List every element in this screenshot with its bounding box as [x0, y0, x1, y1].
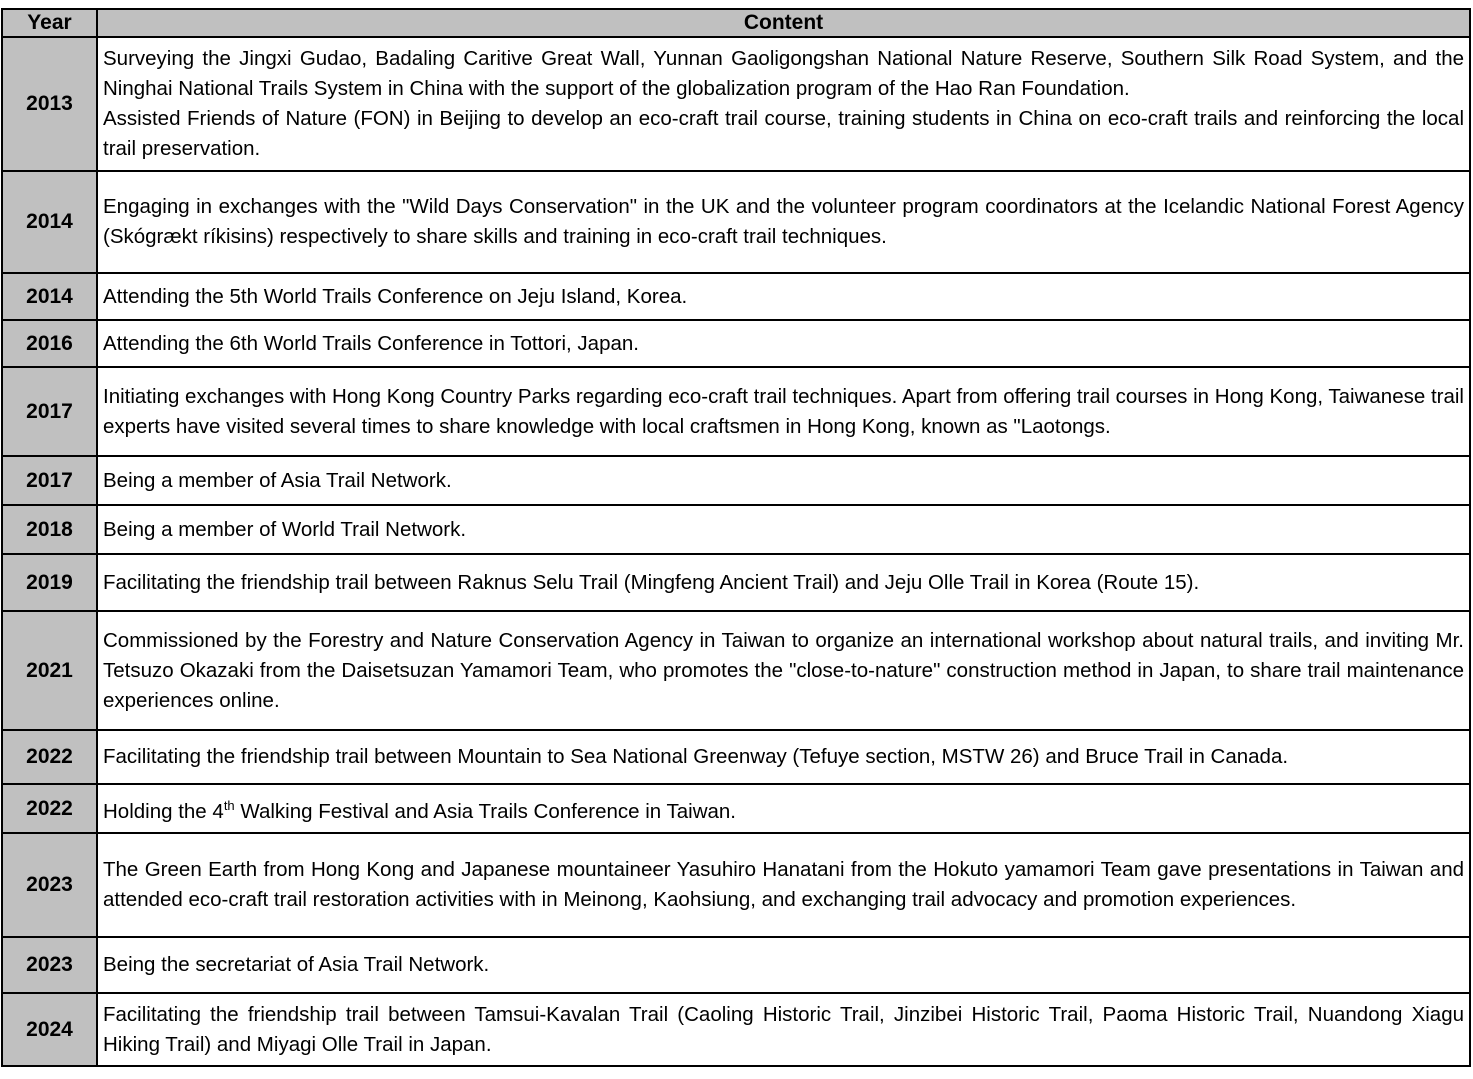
content-paragraph: Being a member of World Trail Network. — [103, 517, 467, 541]
year-cell: 2021 — [2, 611, 97, 730]
content-cell — [97, 730, 1470, 784]
content-cell — [97, 611, 1470, 730]
content-paragraph: Commissioned by the Forestry and Nature Conservation Agency in Taiwan to organize an international workshop about natural trails, and inviting Mr. Tetsuzo Okazaki from the Daisetsuzan Yamamori Team, who promotes the "close-to-nature" construction method in Japan, to share trail maintenance experiences online. — [103, 628, 1464, 712]
content-paragraph — [103, 791, 1464, 827]
table-row — [2, 611, 1470, 730]
table-row — [2, 784, 1470, 833]
content-paragraph: Surveying the Jingxi Gudao, Badaling Caritive Great Wall, Yunnan Gaoligongshan National Nature Reserve, Southern Silk Road System, and the Ninghai National Trails System in China with the support of the globalization program of the Hao Ran Foundation. — [103, 47, 1464, 100]
content-cell — [97, 784, 1470, 833]
year-cell: 2022 — [2, 730, 97, 784]
table-row — [2, 456, 1470, 505]
content-paragraph: Engaging in exchanges with the "Wild Days Conservation" in the UK and the volunteer program coordinators at the Icelandic National Forest Agency (Skógrækt ríkisins) respectively to share skills and training in eco-craft trail techniques. — [103, 195, 1464, 248]
content-paragraph: Facilitating the friendship trail between Mountain to Sea National Greenway (Tefuye section, MSTW 26) and Bruce Trail in Canada. — [103, 745, 1289, 768]
content-text: Holding the 4 — [103, 799, 224, 823]
year-cell: 2017 — [2, 367, 97, 456]
year-cell: 2019 — [2, 554, 97, 611]
table-row — [2, 505, 1470, 554]
content-paragraph: Being a member of Asia Trail Network. — [103, 468, 452, 492]
content-paragraph: Being the secretariat of Asia Trail Network. — [103, 953, 490, 976]
table-row — [2, 37, 1470, 171]
table-row — [2, 367, 1470, 456]
content-cell — [97, 505, 1470, 554]
content-cell — [97, 367, 1470, 456]
year-cell: 2014 — [2, 171, 97, 273]
year-cell: 2018 — [2, 505, 97, 554]
year-column-header: Year — [2, 9, 97, 37]
table-row — [2, 993, 1470, 1066]
year-cell: 2023 — [2, 937, 97, 993]
content-text: Walking Festival and Asia Trails Conference in Taiwan. — [234, 799, 737, 823]
content-cell — [97, 833, 1470, 937]
ordinal-superscript: th — [223, 797, 235, 813]
table-row — [2, 833, 1470, 937]
table-row — [2, 730, 1470, 784]
year-cell: 2023 — [2, 833, 97, 937]
table-row — [2, 273, 1470, 320]
year-cell: 2013 — [2, 37, 97, 171]
table-row — [2, 937, 1470, 993]
content-cell — [97, 37, 1470, 171]
content-cell — [97, 171, 1470, 273]
header-row — [2, 9, 1470, 37]
table-row — [2, 554, 1470, 611]
content-column-header: Content — [97, 9, 1470, 37]
content-paragraph: Assisted Friends of Nature (FON) in Beijing to develop an eco-craft trail course, training students in China on eco-craft trails and reinforcing the local trail preservation. — [103, 107, 1464, 160]
content-cell — [97, 273, 1470, 320]
year-cell: 2022 — [2, 784, 97, 833]
year-cell: 2016 — [2, 320, 97, 367]
timeline-table — [1, 8, 1471, 1067]
content-paragraph: Attending the 5th World Trails Conference on Jeju Island, Korea. — [103, 284, 688, 308]
year-cell: 2017 — [2, 456, 97, 505]
content-paragraph: Attending the 6th World Trails Conference in Tottori, Japan. — [103, 331, 639, 355]
table-row — [2, 320, 1470, 367]
content-cell — [97, 937, 1470, 993]
content-cell — [97, 456, 1470, 505]
content-paragraph: Facilitating the friendship trail between Raknus Selu Trail (Mingfeng Ancient Trail) and Jeju Olle Trail in Korea (Route 15). — [103, 570, 1200, 594]
year-cell: 2014 — [2, 273, 97, 320]
year-cell: 2024 — [2, 993, 97, 1066]
content-paragraph: The Green Earth from Hong Kong and Japanese mountaineer Yasuhiro Hanatani from the Hokuto yamamori Team gave presentations in Taiwan and attended eco-craft trail restoration activities with in Meinong, Kaohsiung, and exchanging trail advocacy and promotion experiences. — [103, 858, 1464, 911]
content-cell — [97, 993, 1470, 1066]
table-row — [2, 171, 1470, 273]
content-cell — [97, 320, 1470, 367]
content-cell — [97, 554, 1470, 611]
content-paragraph: Facilitating the friendship trail between Tamsui-Kavalan Trail (Caoling Historic Trail, Jinzibei Historic Trail, Paoma Historic Trail, Nuandong Xiagu Hiking Trail) and Miyagi Olle Trail in Japan. — [103, 1002, 1464, 1056]
content-paragraph: Initiating exchanges with Hong Kong Country Parks regarding eco-craft trail techniques. Apart from offering trail courses in Hong Kong, Taiwanese trail experts have visited several times to share knowledge with local craftsmen in Hong Kong, known as "Laotongs. — [103, 384, 1464, 438]
